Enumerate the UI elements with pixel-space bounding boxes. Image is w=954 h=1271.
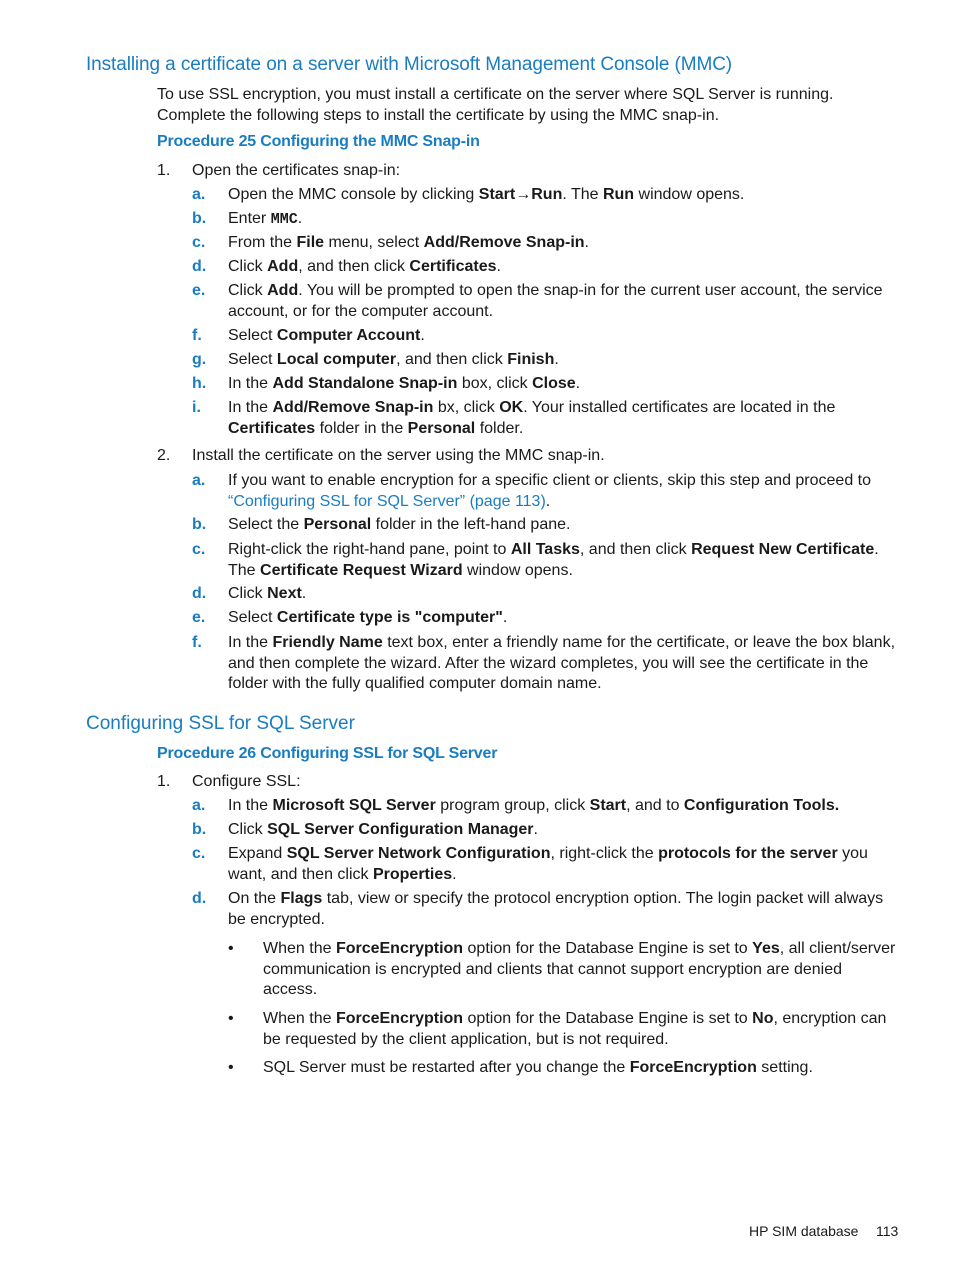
substep-text: In the Friendly Name text box, enter a friendly name for the certificate, or leave the box blank, and then complete the wizard. After the wizard completes, you will see the certificate in the folder with the fully qualified computer domain name. <box>228 634 896 692</box>
step-text: Configure SSL: <box>192 773 301 790</box>
substep-letter: e. <box>192 282 206 299</box>
substep-letter: b. <box>192 516 207 533</box>
substep-text: Select Computer Account. <box>228 327 425 344</box>
substep-letter: d. <box>192 890 207 907</box>
step-number: 1. <box>157 773 171 790</box>
substep-text: From the File menu, select Add/Remove Snap-in. <box>228 234 589 251</box>
substep-text: Open the MMC console by clicking Start→Run. The Run window opens. <box>228 186 745 203</box>
substep-text: Click SQL Server Configuration Manager. <box>228 821 538 838</box>
step-text: Install the certificate on the server using the MMC snap-in. <box>192 447 605 464</box>
bullet-text: SQL Server must be restarted after you change the ForceEncryption setting. <box>263 1059 813 1076</box>
procedure-26-title: Procedure 26 Configuring SSL for SQL Server <box>157 745 498 762</box>
substep-text: In the Microsoft SQL Server program group, click Start, and to Configuration Tools. <box>228 797 840 814</box>
substep-text: In the Add Standalone Snap-in box, click Close. <box>228 375 581 392</box>
substep-text: Expand SQL Server Network Configuration, right-click the protocols for the server you want, and then click Properties. <box>228 845 868 883</box>
bullet-icon: • <box>228 1010 234 1027</box>
substep-text: Click Next. <box>228 585 307 602</box>
step-number: 2. <box>157 447 171 464</box>
bullet-text: When the ForceEncryption option for the Database Engine is set to Yes, all client/server communication is encrypted and clients that cannot support encryption are denied access. <box>263 940 896 998</box>
substep-letter: a. <box>192 797 206 814</box>
substep-letter: c. <box>192 845 206 862</box>
substep-text: Click Add. You will be prompted to open the snap-in for the current user account, the service account, or for the computer account. <box>228 282 883 320</box>
substep-letter: d. <box>192 258 207 275</box>
section-heading-mmc-certificate: Installing a certificate on a server with Microsoft Management Console (MMC) <box>86 54 733 75</box>
substep-text: In the Add/Remove Snap-in bx, click OK. Your installed certificates are located in the Certificates folder in the Personal folder. <box>228 399 836 437</box>
footer-page-number: 113 <box>876 1223 899 1239</box>
substep-letter: e. <box>192 609 206 626</box>
link-configuring-ssl[interactable]: “Configuring SSL for SQL Server” (page 113) <box>228 492 546 510</box>
substep-letter: f. <box>192 634 202 651</box>
step-text: Open the certificates snap-in: <box>192 162 401 179</box>
bullet-icon: • <box>228 940 234 957</box>
substep-text: Select the Personal folder in the left-hand pane. <box>228 516 571 533</box>
bullet-icon: • <box>228 1059 234 1076</box>
substep-letter: g. <box>192 351 207 368</box>
substep-letter: i. <box>192 399 201 416</box>
substep-letter: c. <box>192 541 206 558</box>
procedure-25-title: Procedure 25 Configuring the MMC Snap-in <box>157 133 480 150</box>
substep-letter: b. <box>192 210 207 227</box>
substep-letter: b. <box>192 821 207 838</box>
footer-title: HP SIM database <box>749 1223 859 1239</box>
substep-text: Enter MMC. <box>228 210 303 228</box>
substep-letter: d. <box>192 585 207 602</box>
substep-letter: a. <box>192 186 206 203</box>
code-mmc: MMC <box>270 211 298 228</box>
substep-text: Select Local computer, and then click Finish. <box>228 351 559 368</box>
substep-text: If you want to enable encryption for a specific client or clients, skip this step and proceed to “Configuring SSL for SQL Server” (page 113). <box>228 472 872 510</box>
section-heading-configuring-ssl: Configuring SSL for SQL Server <box>86 713 355 734</box>
substep-letter: c. <box>192 234 206 251</box>
intro-paragraph: To use SSL encryption, you must install a certificate on the server where SQL Server is running. Complete the following steps to install the certificate by using the MMC snap-in. <box>157 86 834 124</box>
substep-text: Click Add, and then click Certificates. <box>228 258 501 275</box>
bullet-text: When the ForceEncryption option for the Database Engine is set to No, encryption can be requested by the client application, but is not required. <box>263 1010 887 1048</box>
step-number: 1. <box>157 162 171 179</box>
substep-text: On the Flags tab, view or specify the protocol encryption option. The login packet will always be encrypted. <box>228 890 884 928</box>
substep-text: Select Certificate type is "computer". <box>228 609 508 626</box>
substep-letter: f. <box>192 327 202 344</box>
substep-letter: a. <box>192 472 206 489</box>
substep-text: Right-click the right-hand pane, point to All Tasks, and then click Request New Certificate. The Certificate Request Wizard window opens. <box>228 541 879 579</box>
substep-letter: h. <box>192 375 207 392</box>
